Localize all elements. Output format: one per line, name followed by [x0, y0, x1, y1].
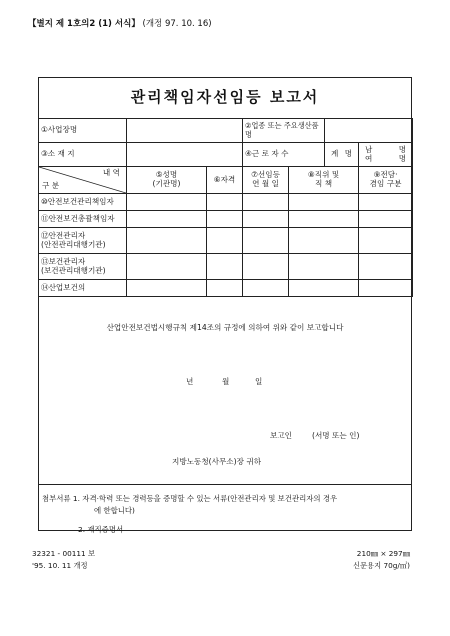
- cell-concurrent[interactable]: [359, 254, 413, 280]
- cell-date[interactable]: [243, 228, 289, 254]
- row-label: [39, 228, 127, 254]
- date-month: 월: [222, 377, 230, 386]
- statement: 산업안전보건법시행규칙 제14조의 규정에 의하여 위와 같이 보고합니다: [106, 323, 344, 332]
- workplace-name-label: ①사업장명: [39, 119, 127, 143]
- header-name-label: ⑤성명: [155, 170, 178, 180]
- cell-position[interactable]: [289, 211, 359, 228]
- row-label-main: ⑫안전관리자: [41, 230, 86, 240]
- cell-date[interactable]: [243, 211, 289, 228]
- header-appointed-label: ⑦선임등: [251, 170, 280, 180]
- recipient: 지방노동청(사무소)장 귀하: [172, 457, 262, 466]
- male-label: 남: [365, 144, 373, 154]
- workers-total[interactable]: [325, 143, 359, 167]
- workers-total-unit: 명: [344, 149, 353, 159]
- cell-position[interactable]: [289, 254, 359, 280]
- address-value[interactable]: [127, 143, 243, 167]
- cell-qualification[interactable]: [207, 228, 243, 254]
- report-table: [38, 118, 413, 297]
- header-concurrent: [359, 167, 413, 194]
- address-label: ③소 재 지: [39, 143, 127, 167]
- header-position-label: ⑧직위 및: [307, 170, 340, 180]
- date-day: 일: [255, 377, 263, 386]
- workers-gender[interactable]: [359, 143, 413, 167]
- header-division: 구 분: [42, 181, 60, 191]
- table-row: [39, 254, 413, 280]
- workplace-name-value[interactable]: [127, 119, 243, 143]
- table-row: [39, 280, 413, 297]
- row-label-sub: (보건관리대행기관): [41, 265, 106, 275]
- cell-name[interactable]: [127, 254, 207, 280]
- header-appointed: [243, 167, 289, 194]
- cell-qualification[interactable]: [207, 254, 243, 280]
- form-number: 【별지 제 1호의2 (1) 서식】: [28, 19, 140, 29]
- cell-name[interactable]: [127, 280, 207, 297]
- attachments-divider: [38, 484, 412, 485]
- cell-date[interactable]: [243, 280, 289, 297]
- footer-paper: 신문용지 70g/㎡): [352, 561, 410, 570]
- cell-concurrent[interactable]: [359, 211, 413, 228]
- female-label: 여: [365, 153, 373, 163]
- footer-revised: '95. 10. 11 개정: [32, 561, 88, 570]
- cell-qualification[interactable]: [207, 211, 243, 228]
- row-label: [39, 254, 127, 280]
- header-duty-label: 직 책: [314, 179, 333, 188]
- cell-concurrent[interactable]: [359, 280, 413, 297]
- cell-name[interactable]: [127, 228, 207, 254]
- row-label: ⑩안전보건관리책임자: [39, 194, 127, 211]
- date-year: 년: [186, 377, 194, 386]
- cell-position[interactable]: [289, 194, 359, 211]
- row-label-sub: (안전관리대행기관): [41, 239, 106, 249]
- footer-size: 210㎜ × 297㎜: [356, 549, 410, 558]
- row-label: ⑭산업보건의: [39, 280, 127, 297]
- header-position: [289, 167, 359, 194]
- attachment-line-1b: 에 한합니다): [94, 506, 135, 515]
- business-type-value[interactable]: [325, 119, 413, 143]
- header-institution-label: (기관명): [152, 179, 181, 188]
- cell-position[interactable]: [289, 228, 359, 254]
- cell-qualification[interactable]: [207, 280, 243, 297]
- cell-position[interactable]: [289, 280, 359, 297]
- cell-qualification[interactable]: [207, 194, 243, 211]
- attachment-line-2: 2. 재직증명서: [78, 525, 124, 534]
- form-header: [28, 17, 212, 29]
- cell-name[interactable]: [127, 194, 207, 211]
- header-concurrent2-label: 겸임 구분: [369, 179, 402, 188]
- cell-concurrent[interactable]: [359, 228, 413, 254]
- attachment-line-1: 첨부서류 1. 자격·학력 또는 경력등을 증명할 수 있는 서류(안전관리자 및 보건관리자의 경우: [42, 494, 338, 503]
- cell-concurrent[interactable]: [359, 194, 413, 211]
- table-row: [39, 228, 413, 254]
- table-row: [39, 194, 413, 211]
- document-title: 관리책임자선임등 보고서: [130, 88, 320, 106]
- row-label-main: ⑬보건관리자: [41, 256, 86, 266]
- header-division-cell: [39, 167, 127, 194]
- footer-code: 32321 - 00111 보: [32, 549, 96, 558]
- header-concurrent-label: ⑨전담·: [373, 170, 398, 180]
- cell-date[interactable]: [243, 194, 289, 211]
- table-row: [39, 211, 413, 228]
- header-qualification: ⑥자격: [207, 167, 243, 194]
- cell-name[interactable]: [127, 211, 207, 228]
- male-unit: 명: [398, 144, 407, 154]
- header-date-label: 연 월 일: [252, 179, 279, 188]
- row-label: ⑪안전보건총괄책임자: [39, 211, 127, 228]
- workers-total-label: 계: [331, 149, 339, 159]
- header-content: 내 역: [102, 168, 120, 177]
- form-revision: (개정 97. 10. 16): [142, 19, 212, 29]
- workers-label: ④근 로 자 수: [243, 143, 325, 167]
- female-unit: 명: [398, 153, 407, 163]
- header-name: [127, 167, 207, 194]
- business-type-label: ②업종 또는 주요생산품명: [243, 119, 325, 143]
- cell-date[interactable]: [243, 254, 289, 280]
- reporter-label: 보고인: [270, 431, 293, 440]
- signature-label: (서명 또는 인): [312, 431, 360, 440]
